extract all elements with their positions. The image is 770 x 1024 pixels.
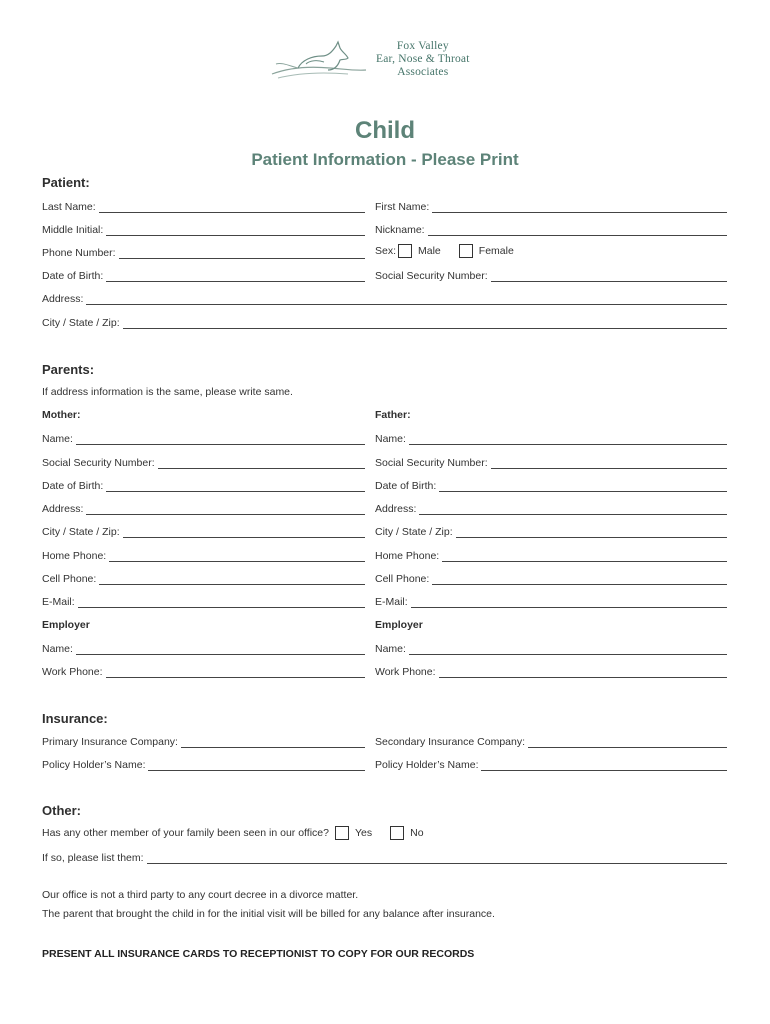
secondary-holder-line[interactable] [481,760,727,771]
ssn-field[interactable] [375,268,727,282]
mother-cell-phone-line[interactable] [99,574,365,585]
father-heading: Father: [375,409,411,421]
secondary-insurance-field[interactable] [375,734,727,748]
father-employer-name-field[interactable] [375,641,727,655]
father-ssn-line[interactable] [491,458,727,469]
other-heading: Other: [42,803,81,818]
mother-heading: Mother: [42,409,81,421]
father-address-line[interactable] [419,504,727,515]
female-checkbox[interactable] [459,244,473,258]
mother-city-field[interactable] [42,524,365,538]
mother-ssn-label: Social Security Number: [42,457,155,469]
middle-initial-label: Middle Initial: [42,224,104,236]
father-address-field[interactable] [375,501,727,515]
phone-label: Phone Number: [42,247,116,259]
logo-text [376,40,470,79]
first-name-label: First Name: [375,201,430,213]
mother-cell-phone-label: Cell Phone: [42,573,97,585]
father-home-phone-label: Home Phone: [375,550,440,562]
father-dob-field[interactable] [375,478,727,492]
mother-dob-label: Date of Birth: [42,480,104,492]
mother-address-line[interactable] [86,504,365,515]
footer-instruction: PRESENT ALL INSURANCE CARDS TO RECEPTIONIST TO COPY FOR OUR RECORDS [42,948,475,960]
mother-employer-heading: Employer [42,619,90,631]
father-work-phone-line[interactable] [439,667,727,678]
family-list-line[interactable] [147,853,727,864]
first-name-field[interactable] [375,199,727,213]
billing-note: The parent that brought the child in for the initial visit will be billed for any balance after insurance. [42,908,495,920]
logo-line-1: Fox Valley [396,40,449,52]
parents-heading: Parents: [42,362,95,377]
mother-ssn-field[interactable] [42,455,365,469]
mother-work-phone-field[interactable] [42,664,365,678]
last-name-label: Last Name: [42,201,96,213]
nickname-line[interactable] [428,225,727,236]
family-list-field[interactable] [42,850,727,864]
father-name-line[interactable] [409,434,727,445]
yes-checkbox[interactable] [335,826,349,840]
address-field[interactable] [42,291,727,305]
mother-name-label: Name: [42,433,73,445]
dob-line[interactable] [106,271,365,282]
insurance-heading: Insurance: [42,711,108,726]
father-home-phone-line[interactable] [442,551,727,562]
city-state-zip-field[interactable] [42,315,727,329]
middle-initial-line[interactable] [106,225,365,236]
primary-insurance-field[interactable] [42,734,365,748]
secondary-holder-field[interactable] [375,757,727,771]
dob-field[interactable] [42,268,365,282]
yes-label: Yes [354,827,373,839]
sex-field [375,244,514,258]
secondary-holder-label: Policy Holder’s Name: [375,759,479,771]
mother-employer-name-field[interactable] [42,641,365,655]
father-dob-line[interactable] [439,481,727,492]
primary-holder-field[interactable] [42,757,365,771]
mother-name-line[interactable] [76,434,365,445]
mother-employer-name-label: Name: [42,643,73,655]
address-label: Address: [42,293,84,305]
father-employer-heading: Employer [375,619,423,631]
male-label: Male [418,245,441,257]
primary-holder-label: Policy Holder’s Name: [42,759,146,771]
father-cell-phone-line[interactable] [432,574,727,585]
last-name-line[interactable] [99,202,365,213]
family-list-label: If so, please list them: [42,852,144,864]
mother-email-line[interactable] [78,597,365,608]
divorce-note: Our office is not a third party to any court decree in a divorce matter. [42,889,359,901]
father-city-field[interactable] [375,524,727,538]
no-checkbox[interactable] [390,826,404,840]
female-label: Female [478,245,514,257]
nickname-field[interactable] [375,222,727,236]
city-state-zip-label: City / State / Zip: [42,317,120,329]
father-home-phone-field[interactable] [375,548,727,562]
father-name-field[interactable] [375,431,727,445]
ssn-label: Social Security Number: [375,270,488,282]
family-seen-label: Has any other member of your family been seen in our office? [42,827,329,839]
address-line[interactable] [86,294,727,305]
mother-city-line[interactable] [123,527,365,538]
mother-ssn-line[interactable] [158,458,365,469]
mother-email-field[interactable] [42,594,365,608]
logo-line-3: Associates [397,66,449,78]
father-email-label: E-Mail: [375,596,408,608]
mother-home-phone-field[interactable] [42,548,365,562]
father-dob-label: Date of Birth: [375,480,437,492]
mother-city-label: City / State / Zip: [42,526,120,538]
mother-email-label: E-Mail: [42,596,75,608]
secondary-insurance-label: Secondary Insurance Company: [375,736,525,748]
city-state-zip-line[interactable] [123,318,727,329]
middle-initial-field[interactable] [42,222,365,236]
father-work-phone-label: Work Phone: [375,666,436,678]
father-city-line[interactable] [456,527,727,538]
father-city-label: City / State / Zip: [375,526,453,538]
father-employer-name-label: Name: [375,643,406,655]
mother-work-phone-label: Work Phone: [42,666,103,678]
mother-cell-phone-field[interactable] [42,571,365,585]
phone-field[interactable] [42,245,365,259]
header [0,36,770,86]
father-cell-phone-label: Cell Phone: [375,573,430,585]
mother-dob-line[interactable] [106,481,365,492]
father-address-label: Address: [375,503,417,515]
primary-insurance-line[interactable] [181,737,365,748]
phone-line[interactable] [119,248,365,259]
ssn-line[interactable] [491,271,727,282]
mother-address-label: Address: [42,503,84,515]
parents-note: If address information is the same, please write same. [42,386,293,398]
mother-address-field[interactable] [42,501,365,515]
father-employer-name-line[interactable] [409,644,727,655]
mother-work-phone-line[interactable] [106,667,365,678]
nickname-label: Nickname: [375,224,425,236]
sex-label: Sex: [375,245,397,257]
patient-heading: Patient: [42,175,90,190]
mother-home-phone-label: Home Phone: [42,550,107,562]
fox-logo-icon [268,38,370,82]
page-title: Child [355,117,415,144]
mother-name-field[interactable] [42,431,365,445]
logo-line-2: Ear, Nose & Throat [376,53,470,65]
first-name-line[interactable] [432,202,727,213]
mother-employer-name-line[interactable] [76,644,365,655]
mother-dob-field[interactable] [42,478,365,492]
page-subtitle: Patient Information - Please Print [251,150,519,169]
primary-insurance-label: Primary Insurance Company: [42,736,178,748]
male-checkbox[interactable] [398,244,412,258]
father-ssn-field[interactable] [375,455,727,469]
father-cell-phone-field[interactable] [375,571,727,585]
father-name-label: Name: [375,433,406,445]
father-email-line[interactable] [411,597,727,608]
last-name-field[interactable] [42,199,365,213]
family-seen-question [42,826,424,840]
secondary-insurance-line[interactable] [528,737,727,748]
father-work-phone-field[interactable] [375,664,727,678]
mother-home-phone-line[interactable] [109,551,365,562]
father-email-field[interactable] [375,594,727,608]
no-label: No [410,827,424,839]
father-ssn-label: Social Security Number: [375,457,488,469]
dob-label: Date of Birth: [42,270,104,282]
primary-holder-line[interactable] [148,760,365,771]
